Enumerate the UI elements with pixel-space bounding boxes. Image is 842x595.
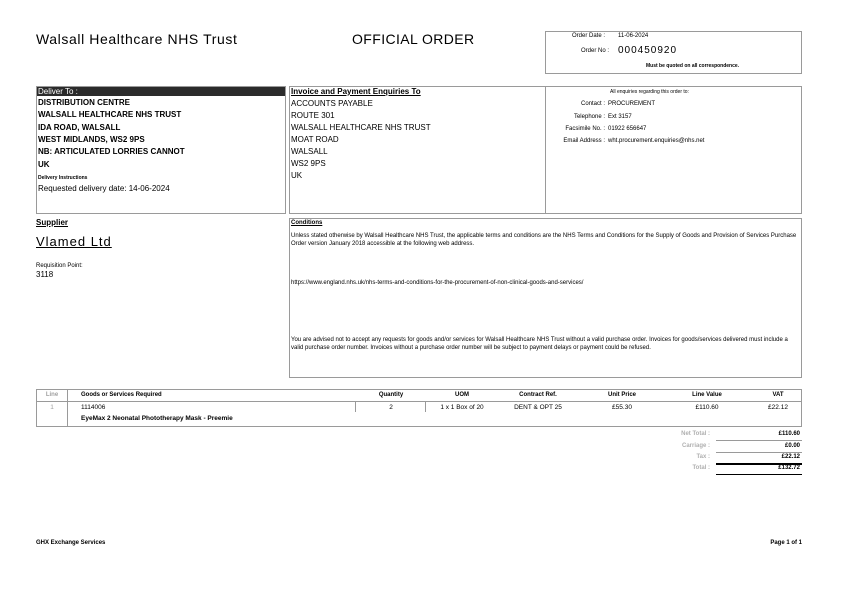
invoice-line-5: WALSALL [291, 147, 328, 156]
invoice-line-3: WALSALL HEALTHCARE NHS TRUST [291, 123, 431, 132]
row-line-value: £110.60 [695, 404, 719, 411]
telephone-value: Ext 3157 [608, 114, 632, 120]
row-line-number: 1 [50, 404, 54, 411]
deliver-to-title: Deliver To : [38, 87, 78, 96]
conditions-box [289, 218, 802, 378]
col-header-uom: UOM [455, 392, 469, 398]
col-header-quantity: Quantity [378, 392, 404, 398]
telephone-label: Telephone : [573, 114, 605, 120]
deliver-line-6: UK [38, 160, 50, 169]
invoice-divider [545, 87, 546, 213]
tax-label: Tax : [696, 454, 710, 460]
invoice-line-2: ROUTE 301 [291, 111, 335, 120]
email-value: wht.procurement.enquiries@nhs.net [608, 138, 705, 144]
col-header-line: Line [45, 392, 59, 398]
contact-label: Contact : [580, 101, 605, 107]
order-date-label: Order Date : [572, 33, 606, 39]
order-date: 11-06-2024 [618, 33, 649, 39]
requisition-label: Requisition Point: [36, 263, 83, 269]
invoice-line-4: MOAT ROAD [291, 135, 339, 144]
footer-page-number: Page 1 of 1 [770, 540, 802, 546]
col-header-contract: Contract Ref. [519, 392, 557, 398]
doc-title: OFFICIAL ORDER [352, 31, 475, 47]
invoice-line-1: ACCOUNTS PAYABLE [291, 99, 373, 108]
net-total-label: Net Total : [681, 431, 710, 437]
row-item-code: 1114006 [81, 404, 106, 411]
order-no-label: Order No : [581, 48, 610, 54]
col-header-vat: VAT [772, 392, 784, 398]
deliver-to-title-bar [37, 87, 285, 96]
deliver-line-4: WEST MIDLANDS, WS2 9PS [38, 135, 145, 144]
fax-label: Facsimile No. : [565, 126, 605, 132]
conditions-para-1: Unless stated otherwise by Walsall Healthcare NHS Trust, the applicable terms and conditions are the NHS Terms and Conditions for the Supply of Goods and Provision of Services Purchase Order version January 2018 accessible at the following web address. [291, 233, 797, 247]
tax-value: £22.12 [781, 454, 800, 460]
deliver-line-3: IDA ROAD, WALSALL [38, 123, 121, 132]
deliver-line-2: WALSALL HEALTHCARE NHS TRUST [38, 110, 182, 119]
invoice-line-7: UK [291, 171, 303, 180]
deliver-line-1: DISTRIBUTION CENTRE [38, 98, 130, 107]
total-label: Total : [692, 465, 710, 471]
carriage-label: Carriage : [681, 443, 710, 449]
totals-section [650, 430, 802, 480]
row-contract-ref: DENT & OPT 25 [514, 404, 562, 411]
supplier-section [36, 218, 286, 378]
conditions-para-2: You are advised not to accept any requests for goods and/or services for Walsall Healthcare NHS Trust without a valid purchase order. Invoices for goods/services delivered must include a valid purchase order number. Invoices without a purchase order number will be subject to payment delays or payment could be refused. [291, 337, 788, 351]
row-uom: 1 x 1 Box of 20 [440, 404, 484, 411]
total-value: £132.72 [778, 465, 800, 471]
fax-value: 01922 656647 [608, 126, 647, 132]
order-lines-table [36, 389, 802, 427]
quote-note: Must be quoted on all correspondence. [646, 63, 740, 69]
col-header-unit-price: Unit Price [607, 392, 636, 398]
org-name: Walsall Healthcare NHS Trust [36, 31, 238, 47]
carriage-value: £0.00 [784, 443, 800, 449]
invoice-line-6: WS2 9PS [291, 159, 326, 168]
row-quantity: 2 [389, 404, 393, 411]
invoice-title: Invoice and Payment Enquiries To [291, 87, 421, 96]
col-header-goods: Goods or Services Required [81, 392, 162, 398]
contact-value: PROCUREMENT [608, 101, 656, 107]
conditions-title: Conditions [291, 220, 323, 226]
net-total-value: £110.60 [778, 431, 800, 437]
supplier-title: Supplier [36, 218, 69, 227]
row-item-description: EyeMax 2 Neonatal Phototherapy Mask - Preemie [81, 415, 233, 422]
deliver-line-5: NB: ARTICULATED LORRIES CANNOT [38, 147, 185, 156]
row-vat: £22.12 [768, 404, 788, 411]
requested-delivery-date: Requested delivery date: 14-06-2024 [38, 184, 170, 193]
col-header-line-value: Line Value [692, 392, 722, 398]
email-label: Email Address : [563, 138, 605, 144]
delivery-instructions-label: Delivery Instructions [38, 175, 88, 181]
order-no: 000450920 [618, 45, 678, 56]
order-info-box [545, 31, 802, 74]
supplier-name: Vlamed Ltd [36, 234, 112, 249]
conditions-url[interactable]: https://www.england.nhs.uk/nhs-terms-and-conditions-for-the-procurement-of-non-clinical-goods-and-services/ [291, 280, 584, 286]
footer-left: GHX Exchange Services [36, 540, 106, 546]
invoice-box [289, 86, 802, 214]
requisition-point: 3118 [36, 270, 54, 279]
enquiries-title: All enquiries regarding this order to: [610, 89, 689, 95]
row-unit-price: £55.30 [612, 404, 632, 411]
deliver-to-box [36, 86, 286, 214]
